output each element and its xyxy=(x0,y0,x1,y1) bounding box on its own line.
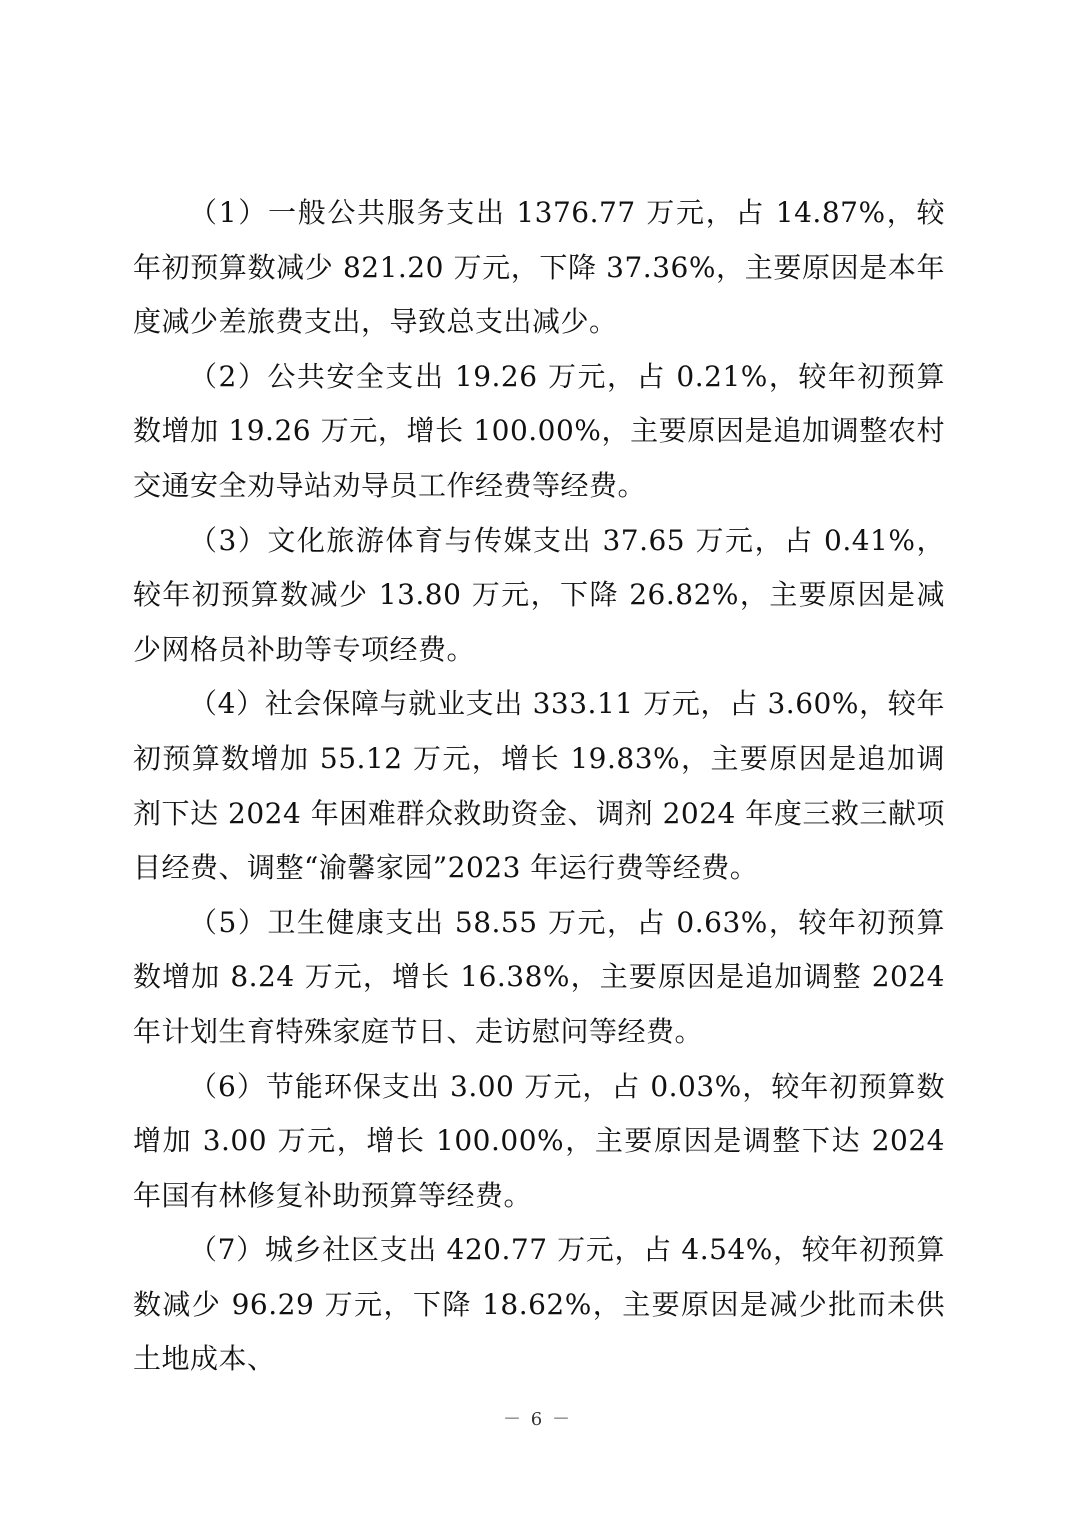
paragraph-public-safety: （2）公共安全支出 19.26 万元，占 0.21%，较年初预算数增加 19.26 万元，增长 100.00%，主要原因是追加调整农村交通安全劝导站劝导员工作经费等经费。 xyxy=(133,359,945,502)
paragraph-general-public-services: （1）一般公共服务支出 1376.77 万元，占 14.87%，较年初预算数减少 821.20 万元，下降 37.36%，主要原因是本年度减少差旅费支出，导致总支出减少。 xyxy=(133,196,945,339)
paragraph-culture-tourism-sports-media: （3）文化旅游体育与传媒支出 37.65 万元，占 0.41%，较年初预算数减少 13.80 万元，下降 26.82%，主要原因是减少网格员补助等专项经费。 xyxy=(133,523,945,666)
body-text xyxy=(133,186,945,1387)
paragraph-health: （5）卫生健康支出 58.55 万元，占 0.63%，较年初预算数增加 8.24 万元，增长 16.38%，主要原因是追加调整 2024 年计划生育特殊家庭节日、走访慰问等经费。 xyxy=(133,905,945,1048)
page-number: － 6 － xyxy=(503,1409,572,1430)
paragraph-energy-environment: （6）节能环保支出 3.00 万元，占 0.03%，较年初预算数增加 3.00 万元，增长 100.00%，主要原因是调整下达 2024 年国有林修复补助预算等经费。 xyxy=(133,1069,945,1212)
paragraph-social-security-employment: （4）社会保障与就业支出 333.11 万元，占 3.60%，较年初预算数增加 55.12 万元，增长 19.83%，主要原因是追加调剂下达 2024 年困难群众救助资金、调剂 2024 年度三救三献项目经费、调整“渝馨家园”2023 年运行费等经费。 xyxy=(133,687,945,885)
paragraph-urban-rural-community: （7）城乡社区支出 420.77 万元，占 4.54%，较年初预算数减少 96.29 万元，下降 18.62%，主要原因是减少批而未供土地成本、 xyxy=(133,1233,945,1376)
